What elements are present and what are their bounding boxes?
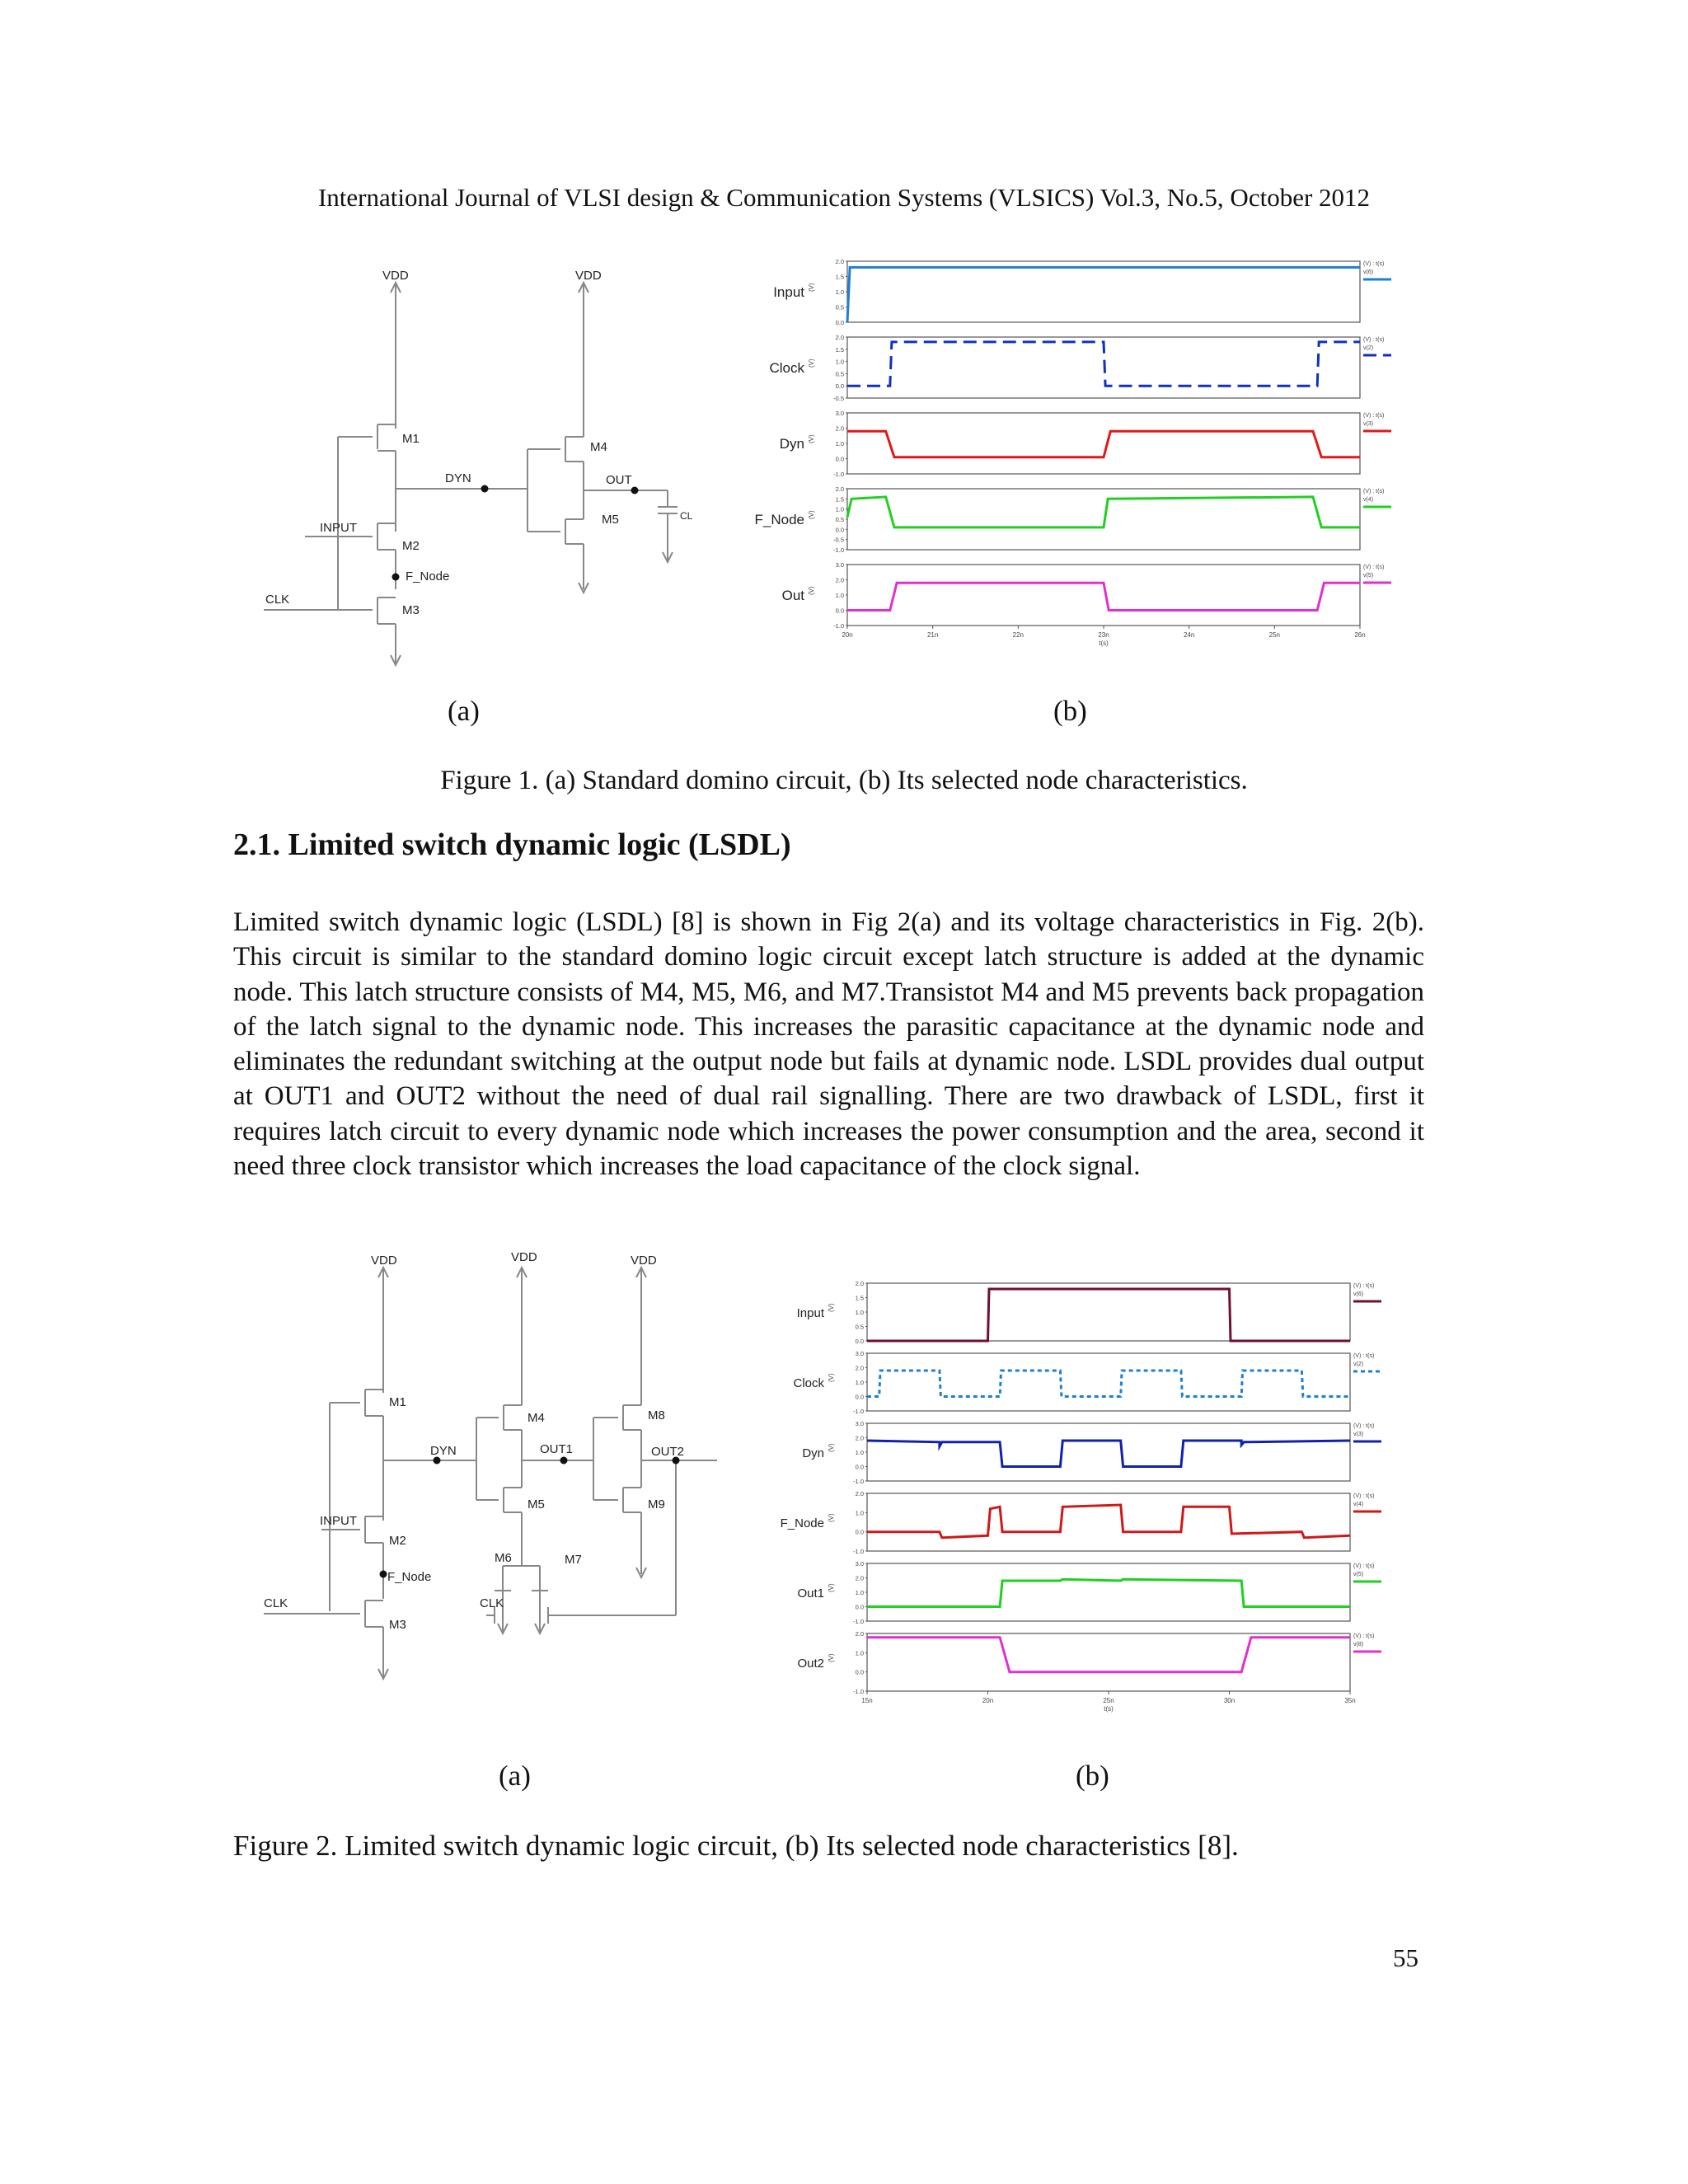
waveform-line <box>847 342 1360 386</box>
out-label: OUT <box>606 473 632 487</box>
y-tick-label: 2.0 <box>855 1364 864 1372</box>
y-tick-label: 3.0 <box>855 1350 864 1357</box>
waveform-panel <box>769 334 1391 402</box>
legend-axis-label: (V) : t(s) <box>1363 489 1385 494</box>
legend-axis-label: (V) : t(s) <box>1353 1493 1375 1499</box>
section-title: 2.1. Limited switch dynamic logic (LSDL) <box>233 827 791 862</box>
legend-signal-label: v(6) <box>1363 269 1374 275</box>
y-tick-label: 2.0 <box>835 334 844 341</box>
legend-signal-label: v(4) <box>1353 1502 1364 1507</box>
series-name-label: Clock <box>769 360 804 376</box>
y-tick-label: 0.0 <box>855 1603 864 1611</box>
y-tick-label: 1.0 <box>835 358 844 366</box>
y-tick-label: 1.0 <box>855 1589 864 1596</box>
series-name-label: Out <box>781 588 804 603</box>
legend-axis-label: (V) : t(s) <box>1363 565 1385 570</box>
x-axis-label: t(s) <box>1104 1705 1114 1713</box>
y-tick-label: -0.5 <box>833 536 844 544</box>
series-name-label: Clock <box>793 1376 824 1390</box>
y-tick-label: -1.0 <box>833 622 844 630</box>
clk2-label: CLK <box>480 1596 504 1610</box>
figure1-caption: Figure 1. (a) Standard domino circuit, (b) Its selected node characteristics. <box>440 766 1248 795</box>
fnode-label: F_Node <box>387 1570 432 1584</box>
out2-label: OUT2 <box>651 1445 685 1459</box>
series-name-label: Input <box>773 284 804 300</box>
x-tick-label: 23n <box>1098 631 1109 639</box>
m3-label: M3 <box>389 1618 406 1632</box>
y-tick-label: 1.0 <box>855 1309 864 1316</box>
y-tick-label: 0.0 <box>835 382 844 391</box>
y-tick-label: 2.0 <box>855 1280 864 1287</box>
unit-label: (V) <box>828 1653 835 1662</box>
figure1-waveform-chart <box>734 251 1418 668</box>
y-tick-label: 2.0 <box>835 258 844 265</box>
waveform-panel <box>793 1350 1381 1415</box>
panel-frame <box>847 261 1360 322</box>
unit-label: (V) <box>828 1443 835 1452</box>
figure2-caption: Figure 2. Limited switch dynamic logic circuit, (b) Its selected node characteristics [8]. <box>233 1830 1239 1862</box>
waveform-panel <box>782 561 1391 630</box>
vdd1-label: VDD <box>382 269 409 283</box>
y-tick-label: 0.0 <box>835 526 844 534</box>
waveform-line <box>847 267 1360 322</box>
panel-frame <box>867 1353 1350 1411</box>
y-tick-label: 2.0 <box>855 1434 864 1442</box>
m4-label: M4 <box>590 440 607 454</box>
waveform-line <box>867 1638 1350 1672</box>
y-tick-label: 2.0 <box>835 485 844 493</box>
y-tick-label: 0.0 <box>835 319 844 326</box>
y-tick-label: 0.0 <box>855 1393 864 1401</box>
y-tick-label: 0.5 <box>855 1323 864 1331</box>
waveform-line <box>867 1579 1350 1606</box>
input-label: INPUT <box>320 521 357 535</box>
y-tick-label: -1.0 <box>853 1618 864 1625</box>
y-tick-label: 1.5 <box>835 345 844 354</box>
series-name-label: Out1 <box>797 1586 824 1601</box>
vdd1-label: VDD <box>371 1254 397 1268</box>
y-tick-label: 3.0 <box>835 410 844 417</box>
y-tick-label: 0.5 <box>835 516 844 523</box>
waveform-line <box>847 497 1360 527</box>
y-tick-label: -1.0 <box>833 471 844 478</box>
panel-frame <box>847 413 1360 474</box>
series-name-label: Dyn <box>779 436 804 452</box>
m3-label: M3 <box>402 603 420 617</box>
x-tick-label: 26n <box>1354 631 1366 639</box>
waveform-line <box>867 1371 1350 1397</box>
y-tick-label: 0.0 <box>855 1338 864 1345</box>
legend-axis-label: (V) : t(s) <box>1363 261 1385 267</box>
journal-header: International Journal of VLSI design & Communication Systems (VLSICS) Vol.3, No.5, October 2012 <box>317 183 1371 212</box>
m4-label: M4 <box>528 1411 545 1425</box>
unit-label: (V) <box>828 1513 835 1522</box>
vdd3-label: VDD <box>631 1254 657 1268</box>
waveform-panel <box>797 1280 1381 1345</box>
m2-label: M2 <box>389 1534 406 1548</box>
body-paragraph: Limited switch dynamic logic (LSDL) [8] is shown in Fig 2(a) and its voltage characteristics in Fig. 2(b). This circuit is similar to the standard domino logic circuit except latch structure is added at the dynamic node. This latch structure consists of M4, M5, M6, and M7.Transistot M4 and M5 prevents back propagation of the latch signal to the dynamic node. This increases the parasitic capacitance at the dynamic node and eliminates the redundant switching at the output node but fails at dynamic node. LSDL provides dual output at OUT1 and OUT2 without the need of dual rail signalling. There are two drawback of LSDL, first it requires latch circuit to every dynamic node which increases the power consumption and the area, second it need three clock transistor which increases the load capacitance of the clock signal. <box>233 907 1424 1182</box>
waveform-panel <box>755 485 1391 554</box>
y-tick-label: 1.5 <box>855 1294 864 1302</box>
y-tick-label: 0.5 <box>835 303 844 312</box>
waveform-panel <box>773 258 1391 326</box>
vdd2-label: VDD <box>511 1250 537 1264</box>
x-tick-label: 21n <box>926 631 939 639</box>
x-tick-label: 20n <box>842 631 853 639</box>
legend-axis-label: (V) : t(s) <box>1353 1353 1375 1359</box>
waveform-panel <box>797 1630 1381 1695</box>
x-axis-label: t(s) <box>1099 640 1109 647</box>
y-tick-label: 2.0 <box>835 424 844 433</box>
y-tick-label: 0.5 <box>835 370 844 378</box>
y-tick-label: 1.5 <box>835 495 844 504</box>
legend-signal-label: v(5) <box>1363 573 1374 579</box>
unit-label: (V) <box>808 586 815 595</box>
m6-label: M6 <box>495 1551 512 1565</box>
panel-frame <box>867 1633 1350 1691</box>
dyn-label: DYN <box>430 1444 457 1458</box>
unit-label: (V) <box>808 283 815 292</box>
x-tick-label: 24n <box>1183 631 1195 639</box>
m2-label: M2 <box>402 539 420 553</box>
y-tick-label: 0.0 <box>835 455 844 463</box>
y-tick-label: -1.0 <box>833 546 844 554</box>
x-tick-label: 25n <box>1103 1697 1114 1704</box>
unit-label: (V) <box>808 510 815 519</box>
m5-label: M5 <box>602 513 619 527</box>
fnode-label: F_Node <box>406 569 450 583</box>
x-tick-label: 20n <box>982 1697 994 1704</box>
y-tick-label: 1.0 <box>855 1649 864 1657</box>
legend-axis-label: (V) : t(s) <box>1363 337 1385 343</box>
legend-signal-label: v(4) <box>1363 497 1374 503</box>
y-tick-label: -1.0 <box>853 1478 864 1485</box>
clk1-label: CLK <box>264 1596 288 1610</box>
y-tick-label: 1.0 <box>835 592 844 599</box>
cl-label: CL <box>680 510 693 522</box>
legend-signal-label: v(8) <box>1353 1642 1364 1647</box>
y-tick-label: -1.0 <box>853 1548 864 1555</box>
waveform-line <box>867 1505 1350 1538</box>
series-name-label: Input <box>796 1306 824 1320</box>
unit-label: (V) <box>808 359 815 368</box>
unit-label: (V) <box>828 1583 835 1592</box>
figure2-label-b: (b) <box>1076 1760 1109 1792</box>
legend-axis-label: (V) : t(s) <box>1363 413 1385 419</box>
unit-label: (V) <box>808 434 815 443</box>
legend-axis-label: (V) : t(s) <box>1353 1283 1375 1289</box>
m8-label: M8 <box>648 1408 665 1422</box>
page-number: 55 <box>1393 1943 1418 1972</box>
x-tick-label: 22n <box>1012 631 1025 639</box>
m9-label: M9 <box>648 1497 665 1511</box>
y-tick-label: -0.5 <box>833 395 844 402</box>
legend-axis-label: (V) : t(s) <box>1353 1633 1375 1639</box>
y-tick-label: 1.0 <box>835 505 844 513</box>
panel-frame <box>867 1563 1350 1621</box>
legend-signal-label: v(2) <box>1353 1361 1364 1367</box>
clk-label: CLK <box>265 593 290 607</box>
x-tick-label: 25n <box>1268 631 1281 639</box>
legend-signal-label: v(6) <box>1353 1291 1364 1297</box>
y-tick-label: -1.0 <box>853 1408 864 1415</box>
m1-label: M1 <box>402 432 420 446</box>
series-name-label: F_Node <box>780 1516 824 1530</box>
waveform-panel <box>802 1420 1381 1485</box>
panel-frame <box>867 1423 1350 1481</box>
m7-label: M7 <box>565 1553 582 1567</box>
y-tick-label: 2.0 <box>855 1630 864 1638</box>
legend-signal-label: v(3) <box>1363 421 1374 427</box>
figure1-label-a: (a) <box>448 695 480 727</box>
figure1-label-b: (b) <box>1053 695 1087 727</box>
series-name-label: Out2 <box>797 1657 824 1671</box>
y-tick-label: 1.5 <box>835 273 844 281</box>
figure2-waveform-chart <box>767 1273 1409 1731</box>
panel-frame <box>847 565 1360 626</box>
y-tick-label: 0.0 <box>855 1668 864 1676</box>
x-tick-label: 30n <box>1223 1697 1236 1704</box>
waveform-line <box>847 583 1360 610</box>
vdd2-label: VDD <box>575 269 602 283</box>
figure2-label-a: (a) <box>499 1760 531 1792</box>
legend-signal-label: v(3) <box>1353 1432 1364 1437</box>
figure1-circuit <box>256 260 701 672</box>
waveform-panel <box>780 410 1391 478</box>
waveform-panel <box>797 1560 1381 1625</box>
m1-label: M1 <box>389 1395 406 1409</box>
waveform-panel <box>781 1490 1381 1555</box>
legend-axis-label: (V) : t(s) <box>1353 1423 1375 1429</box>
y-tick-label: 2.0 <box>855 1574 864 1582</box>
y-tick-label: 0.0 <box>855 1463 864 1471</box>
input-label: INPUT <box>320 1514 357 1528</box>
y-tick-label: 3.0 <box>855 1420 864 1427</box>
waveform-line <box>867 1289 1350 1341</box>
y-tick-label: 0.0 <box>855 1528 864 1536</box>
panel-frame <box>867 1493 1350 1551</box>
x-tick-label: 15n <box>861 1697 873 1704</box>
x-tick-label: 35n <box>1344 1697 1356 1704</box>
y-tick-label: -1.0 <box>853 1688 864 1695</box>
series-name-label: F_Node <box>754 512 804 527</box>
series-name-label: Dyn <box>802 1446 824 1460</box>
panel-frame <box>867 1283 1350 1341</box>
y-tick-label: 2.0 <box>855 1490 864 1497</box>
legend-signal-label: v(2) <box>1363 345 1374 351</box>
legend-signal-label: v(5) <box>1353 1572 1364 1577</box>
y-tick-label: 1.0 <box>855 1379 864 1386</box>
y-tick-label: 3.0 <box>835 561 844 569</box>
legend-axis-label: (V) : t(s) <box>1353 1563 1375 1569</box>
y-tick-label: 0.0 <box>835 607 844 615</box>
y-tick-label: 1.0 <box>855 1449 864 1456</box>
unit-label: (V) <box>828 1373 835 1382</box>
y-tick-label: 2.0 <box>835 576 844 584</box>
y-tick-label: 1.0 <box>835 288 844 296</box>
unit-label: (V) <box>828 1303 835 1312</box>
out1-label: OUT1 <box>540 1442 574 1456</box>
y-tick-label: 1.0 <box>855 1509 864 1517</box>
waveform-line <box>847 431 1360 457</box>
figure2-circuit <box>247 1244 725 1690</box>
waveform-line <box>867 1441 1350 1467</box>
y-tick-label: 3.0 <box>855 1560 864 1568</box>
m5-label: M5 <box>528 1497 545 1511</box>
dyn-label: DYN <box>445 471 471 485</box>
y-tick-label: 1.0 <box>835 440 844 448</box>
